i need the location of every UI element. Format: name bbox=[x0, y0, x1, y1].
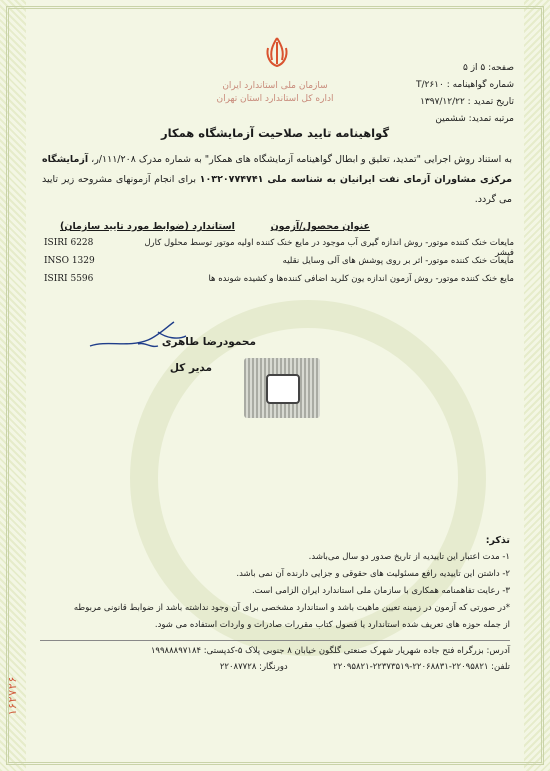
renewal-date: تاریخ تمدید : ۱۳۹۷/۱۲/۲۲ bbox=[420, 97, 514, 107]
test-table bbox=[44, 238, 514, 292]
phone-fax-line bbox=[40, 659, 510, 675]
intro-line-1: به استناد روش اجرایی "تمدید، تعلیق و ابطال گواهینامه آزمایشگاه های همکار" به شماره مدرک bbox=[138, 154, 512, 165]
table-row bbox=[44, 238, 514, 256]
lab-name: آزمایشگاه مرکزی مشاوران آزمای نفت ایرانیان به شناسه ملی ۱۰۳۲۰۷۷۴۷۴۱ bbox=[42, 154, 512, 185]
certificate-title: گواهینامه تایید صلاحیت آزمایشگاه همکار bbox=[160, 126, 390, 140]
test-description: مایعات خنک کننده موتور- اثر بر روی پوشش های آلی وسایل نقلیه bbox=[282, 256, 514, 266]
standard-code: INSO 1329 bbox=[44, 256, 95, 266]
renewal-rank: مرتبه تمدید: ششمین bbox=[435, 114, 514, 124]
footer-contact bbox=[40, 640, 510, 675]
org-line-1: سازمان ملی استاندارد ایران bbox=[222, 81, 328, 91]
certificate-meta bbox=[314, 60, 514, 128]
note-item: ۲- داشتن این تاییدیه رافع مسئولیت های حقوقی و جزایی دارنده آن نمی باشد. bbox=[236, 569, 510, 579]
certificate-number: شماره گواهینامه : T/۲۶۱۰ bbox=[415, 80, 514, 90]
test-description: مایع خنک کننده موتور- روش آزمون اندازه یون کلرید اضافی کننده‌ها و کشیده شونده ها bbox=[208, 274, 514, 284]
note-item: ۱- مدت اعتبار این تاییدیه از تاریخ صدور دو سال می‌باشد. bbox=[308, 552, 510, 562]
note-item: *در صورتی که آزمون در زمینه تعیین ماهیت باشد و استاندارد مشخصی برای آن وجود نداشته باشد از ضوابط قانونی مربوطه bbox=[73, 603, 510, 613]
serial-number: ۱۶۲۷۲۶ bbox=[6, 676, 19, 716]
test-description: مایعات خنک کننده موتور- روش اندازه گیری آب موجود در مایع خنک کننده اولیه موتور توسط محلول کارل فیشر bbox=[144, 238, 514, 258]
page-label: صفحه: ۵ از ۵ bbox=[463, 63, 514, 73]
signer-name: محمودرضا طاهری bbox=[161, 336, 256, 348]
notes-section bbox=[40, 532, 510, 634]
table-row bbox=[44, 274, 514, 292]
signer-title: مدیر کل bbox=[169, 362, 212, 374]
standard-code: ISIRI 6228 bbox=[44, 238, 94, 248]
standard-code: ISIRI 5596 bbox=[44, 274, 94, 284]
iran-emblem-icon bbox=[262, 34, 292, 74]
note-item: ۳- رعایت تفاهمنامه همکاری با سازمان ملی استاندارد ایران الزامی است. bbox=[251, 586, 510, 596]
notes-title: تذکر: bbox=[485, 535, 510, 546]
note-item: از جمله حوزه های تعریف شده استاندارد یا فصول کتاب مقررات صادرات و واردات استفاده می شود. bbox=[154, 620, 510, 630]
phone-numbers: تلفن: ۲۲۰۹۵۸۲۱-۲۲۰۶۸۸۳۱-۲۲۳۷۳۵۱۹-۲۲۰۹۵۸۲۱ bbox=[333, 662, 510, 672]
org-line-2: اداره کل استاندارد استان تهران bbox=[216, 94, 334, 104]
hologram-seal bbox=[244, 358, 320, 418]
column-header-standard: استاندارد (ضوابط مورد تایید سازمان) bbox=[60, 221, 235, 232]
intro-line-3: آزمونهای مشروحه زیر تایید می گردد. bbox=[42, 174, 512, 205]
standard-logo-icon bbox=[266, 374, 300, 404]
address-line: آدرس: بزرگراه فتح جاده شهریار شهرک صنعتی گلگون خیابان ۸ جنوبی پلاک ۵-کدپستی: ۱۹۹۸۸۸۹۷۱۸۴ bbox=[150, 646, 510, 656]
table-row bbox=[44, 256, 514, 274]
fax-number: دورنگار: ۲۲۰۸۷۷۲۸ bbox=[219, 662, 288, 672]
column-header-subject: عنوان محصول/آزمون bbox=[270, 221, 370, 232]
intro-paragraph bbox=[42, 150, 512, 210]
intro-ref: ۱۱۱/۲۰۸/ر، bbox=[91, 154, 136, 165]
intro-suffix: برای انجام bbox=[154, 174, 196, 185]
